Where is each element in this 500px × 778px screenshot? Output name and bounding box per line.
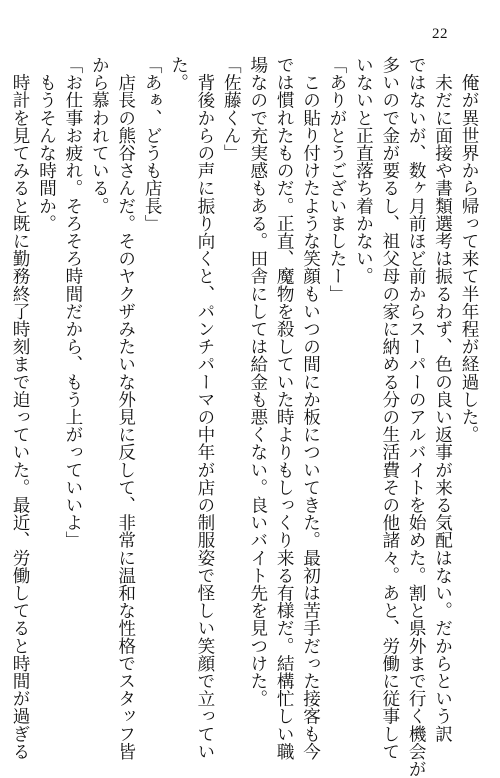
text-line: 「あぁ、どうも店長」 bbox=[142, 56, 163, 232]
text-line: 「ありがとうございましたー」 bbox=[326, 56, 347, 303]
text-line: 未だに面接や書類選考は振るわず、色の良い返事が来る気配はない。だからという訳 bbox=[432, 56, 453, 743]
page-number: 22 bbox=[432, 26, 448, 42]
text-line: もうそんな時間か。 bbox=[36, 56, 57, 232]
text-line: 場なので充実感もある。田舎にしては給金も悪くない。良いバイト先を見つけた。 bbox=[247, 56, 268, 708]
text-line: いないと正直落ち着かない。 bbox=[353, 56, 374, 285]
text-line: 俺が異世界から帰って来て半年程が経過した。 bbox=[459, 56, 479, 444]
text-line: から慕われている。 bbox=[89, 56, 110, 215]
novel-text-block bbox=[10, 56, 482, 778]
text-line: この貼り付けたような笑顔もいつの間にか板についてきた。最初は苦手だった接客も今 bbox=[300, 56, 321, 760]
text-line: ではないが、数ヶ月前ほど前からスーパーのアルバイトを始めた。割と県外まで行く機会が bbox=[406, 56, 427, 778]
text-line: た。 bbox=[168, 56, 189, 92]
text-line: 「佐藤くん」 bbox=[221, 56, 242, 162]
text-line: 店長の熊谷さんだ。そのヤクザみたいな外見に反して、非常に温和な性格でスタッフ皆 bbox=[115, 56, 136, 760]
text-line: 時計を見てみると既に勤務終了時刻まで迫っていた。最近、労働してると時間が過ぎる bbox=[10, 56, 31, 760]
text-line: 背後からの声に振り向くと、パンチパーマの中年が店の制服姿で怪しい笑顔で立ってい bbox=[194, 56, 215, 760]
text-line: 「お仕事お疲れ。そろそろ時間だから、もう上がっていいよ」 bbox=[62, 56, 83, 549]
text-line: では慣れたものだ。正直、魔物を殺していた時よりもしっくり来る有様だ。結構忙しい職 bbox=[274, 56, 295, 760]
text-line: 多いので金が要るし、祖父母の家に納める分の生活費その他諸々。あと、労働に従事して bbox=[379, 56, 400, 760]
